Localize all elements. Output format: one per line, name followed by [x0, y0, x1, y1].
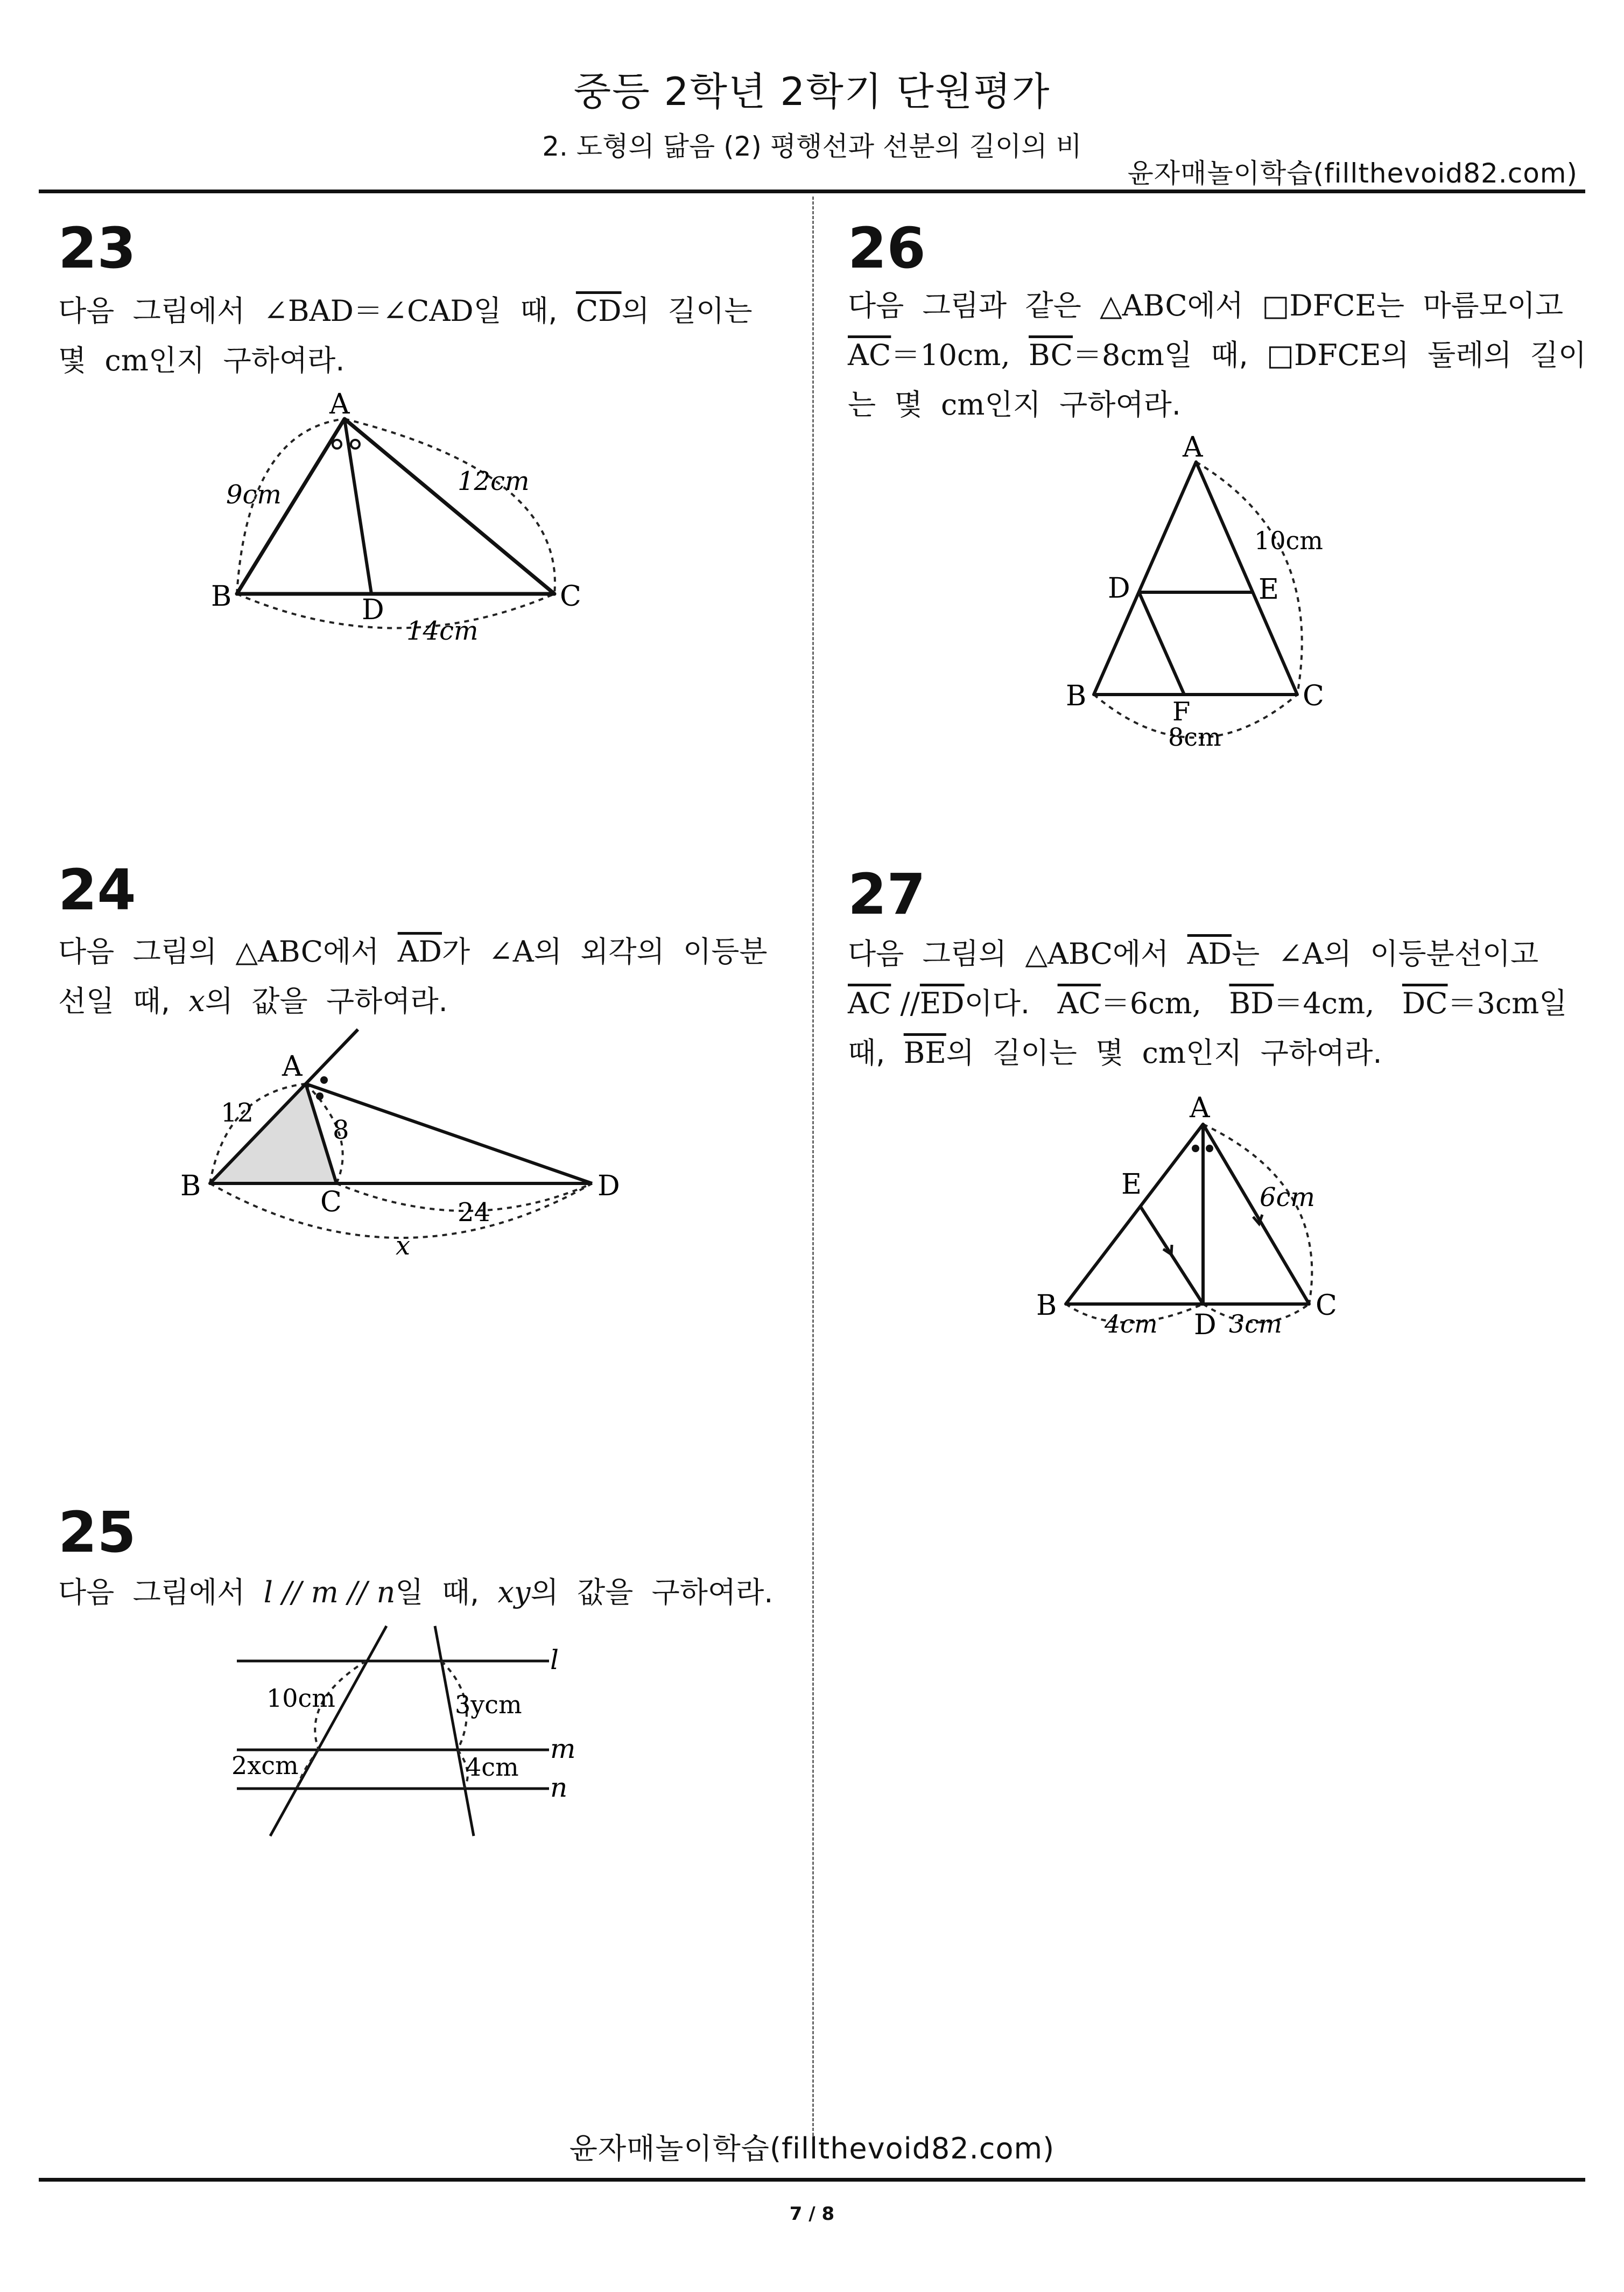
q26-unit: cm: [941, 388, 985, 422]
q23-length-ab: 9cm: [226, 480, 282, 510]
q27-unit: cm: [1142, 1036, 1186, 1070]
q25-label-m: m: [550, 1733, 576, 1764]
q26-rhombus: □DFCE: [1262, 289, 1376, 323]
q27-label-a: A: [1190, 1092, 1210, 1124]
q26-length-ac: 10cm: [1254, 526, 1323, 555]
q24-triangle: △ABC: [235, 935, 324, 969]
q23-length-bc: 14cm: [406, 616, 479, 646]
q26-segment-bc: $\overline{BC}$: [1028, 338, 1073, 372]
q25-length-10: 10cm: [266, 1684, 335, 1713]
q23-angle-equation: ∠BAD＝∠CAD: [263, 294, 474, 328]
q27-segment-ad: $\overline{AD}$: [1187, 937, 1232, 971]
q25-variable-xy: xy: [497, 1575, 531, 1609]
q27-segment-ac-2: $\overline{AC}$: [1057, 986, 1101, 1020]
q26-text-5: 의 둘레의 길이: [1381, 338, 1587, 372]
footer-rule: [39, 2178, 1585, 2182]
q27-ac-value: ＝6cm,: [1100, 986, 1229, 1020]
q26-text-3: 는 마름모이고: [1376, 289, 1564, 323]
q23-text-4: 몇: [58, 344, 105, 377]
page-title: 중등 2학년 2학기 단원평가: [573, 69, 1051, 114]
q27-text-7: 때,: [848, 1036, 904, 1070]
q24-text-4: 의 외각의 이등분: [533, 935, 768, 969]
q25-label-n: n: [550, 1772, 568, 1803]
q27-segment-ed: $\overline{ED}$: [919, 986, 965, 1020]
q27-triangle: △ABC: [1025, 937, 1113, 971]
q24-label-b: B: [180, 1170, 201, 1202]
q23-label-c: C: [560, 580, 581, 613]
q23-length-ac: 12cm: [458, 466, 530, 496]
q26-ac-value: ＝10cm,: [891, 338, 1029, 372]
q26-label-e: E: [1259, 573, 1279, 606]
q27-text-5: 이다.: [964, 986, 1058, 1020]
q25-parallel-lines: l // m // n: [263, 1575, 396, 1609]
q27-bd-value: ＝4cm,: [1274, 986, 1402, 1020]
q27-text-9: 인지 구하여라.: [1186, 1036, 1382, 1070]
q27-length-dc: 3cm: [1229, 1309, 1282, 1338]
question-25-number: 25: [58, 1499, 136, 1565]
q23-unit: cm: [104, 344, 149, 377]
q26-rhombus-2: □DFCE: [1266, 338, 1381, 372]
q27-dc-value: ＝3cm: [1447, 986, 1539, 1020]
q26-text-6: 는 몇: [848, 388, 941, 422]
q23-text-3: 의 길이는: [621, 294, 753, 328]
q26-segment-ac: $\overline{AC}$: [848, 338, 891, 372]
q26-label-b: B: [1066, 680, 1087, 712]
q23-text-5: 인지 구하여라.: [148, 344, 345, 377]
q27-label-e: E: [1121, 1168, 1142, 1201]
q25-length-4: 4cm: [466, 1753, 519, 1782]
q26-label-a: A: [1183, 431, 1203, 464]
q26-text-4: 일 때,: [1164, 338, 1267, 372]
q27-segment-dc: $\overline{DC}$: [1402, 986, 1448, 1020]
question-27-number: 27: [848, 861, 926, 927]
q23-text-2: 일 때,: [473, 294, 576, 328]
q24-text-2: 에서: [323, 935, 398, 969]
q26-label-f: F: [1172, 697, 1191, 727]
q25-label-l: l: [550, 1644, 559, 1676]
q27-text-4: 의 이등분선이고: [1323, 937, 1539, 971]
footer-brand: 윤자매놀이학습(fillthevoid82.com): [569, 2132, 1055, 2165]
q26-bc-value: ＝8cm: [1073, 338, 1164, 372]
q23-label-a: A: [329, 388, 350, 420]
q24-length-ab: 12: [221, 1098, 254, 1128]
q25-text-3: 의 값을 구하여라.: [530, 1575, 774, 1609]
question-23-number: 23: [58, 215, 136, 281]
q24-text-5: 선일 때,: [58, 984, 189, 1018]
q26-label-c: C: [1303, 680, 1324, 712]
page-subtitle: 2. 도형의 닮음 (2) 평행선과 선분의 길이의 비: [542, 131, 1082, 162]
page-number: 7 / 8: [789, 2203, 835, 2225]
q26-text-1: 다음 그림과 같은: [848, 289, 1100, 323]
q27-text-6: 일: [1539, 986, 1567, 1020]
q24-text-6: 의 값을 구하여라.: [205, 984, 448, 1018]
q23-label-b: B: [211, 580, 232, 613]
question-26-number: 26: [848, 215, 926, 281]
q23-label-d: D: [362, 594, 384, 626]
q27-text-8: 의 길이는 몇: [946, 1036, 1142, 1070]
q27-label-d: D: [1194, 1309, 1217, 1341]
q24-variable-x: x: [188, 984, 205, 1018]
q27-label-c: C: [1316, 1289, 1337, 1322]
q27-length-bd: 4cm: [1105, 1309, 1158, 1338]
q24-label-a: A: [282, 1050, 303, 1083]
header-brand: 윤자매놀이학습(fillthevoid82.com): [1127, 158, 1578, 189]
q27-label-b: B: [1036, 1289, 1057, 1322]
q27-length-ac: 6cm: [1260, 1182, 1315, 1212]
q23-segment-cd: $\overline{CD}$: [575, 294, 622, 328]
q26-length-bc: 8cm: [1168, 723, 1221, 752]
q26-triangle: △ABC: [1100, 289, 1187, 323]
q27-segment-be: $\overline{BE}$: [903, 1036, 946, 1070]
q25-length-3y: 3ycm: [455, 1690, 522, 1719]
q25-text-2: 일 때,: [395, 1575, 498, 1609]
q24-text-1: 다음 그림의: [58, 935, 236, 969]
q27-parallel-sign: //: [891, 986, 920, 1020]
q26-text-7: 인지 구하여라.: [985, 388, 1181, 422]
q27-text-3: 는: [1231, 937, 1278, 971]
q24-label-d: D: [597, 1170, 620, 1202]
q27-text-2: 에서: [1113, 937, 1187, 971]
q24-text-3: 가: [441, 935, 489, 969]
q24-angle-a: ∠A: [488, 935, 534, 969]
q24-length-ac: 8: [333, 1115, 349, 1145]
question-24-number: 24: [58, 857, 136, 923]
q26-label-d: D: [1108, 572, 1130, 605]
q27-segment-bd: $\overline{BD}$: [1229, 986, 1274, 1020]
q24-length-bd: x: [396, 1231, 411, 1261]
q24-segment-ad: $\overline{AD}$: [397, 935, 442, 969]
q27-text-1: 다음 그림의: [848, 937, 1025, 971]
q27-angle-a: ∠A: [1278, 937, 1324, 971]
q27-segment-ac: $\overline{AC}$: [848, 986, 891, 1020]
q24-length-cd: 24: [458, 1197, 491, 1228]
q23-text-1: 다음 그림에서: [58, 294, 264, 328]
q26-text-2: 에서: [1187, 289, 1262, 323]
q25-length-2x: 2xcm: [231, 1751, 299, 1780]
q25-text-1: 다음 그림에서: [58, 1575, 264, 1609]
q24-label-c: C: [320, 1186, 342, 1218]
